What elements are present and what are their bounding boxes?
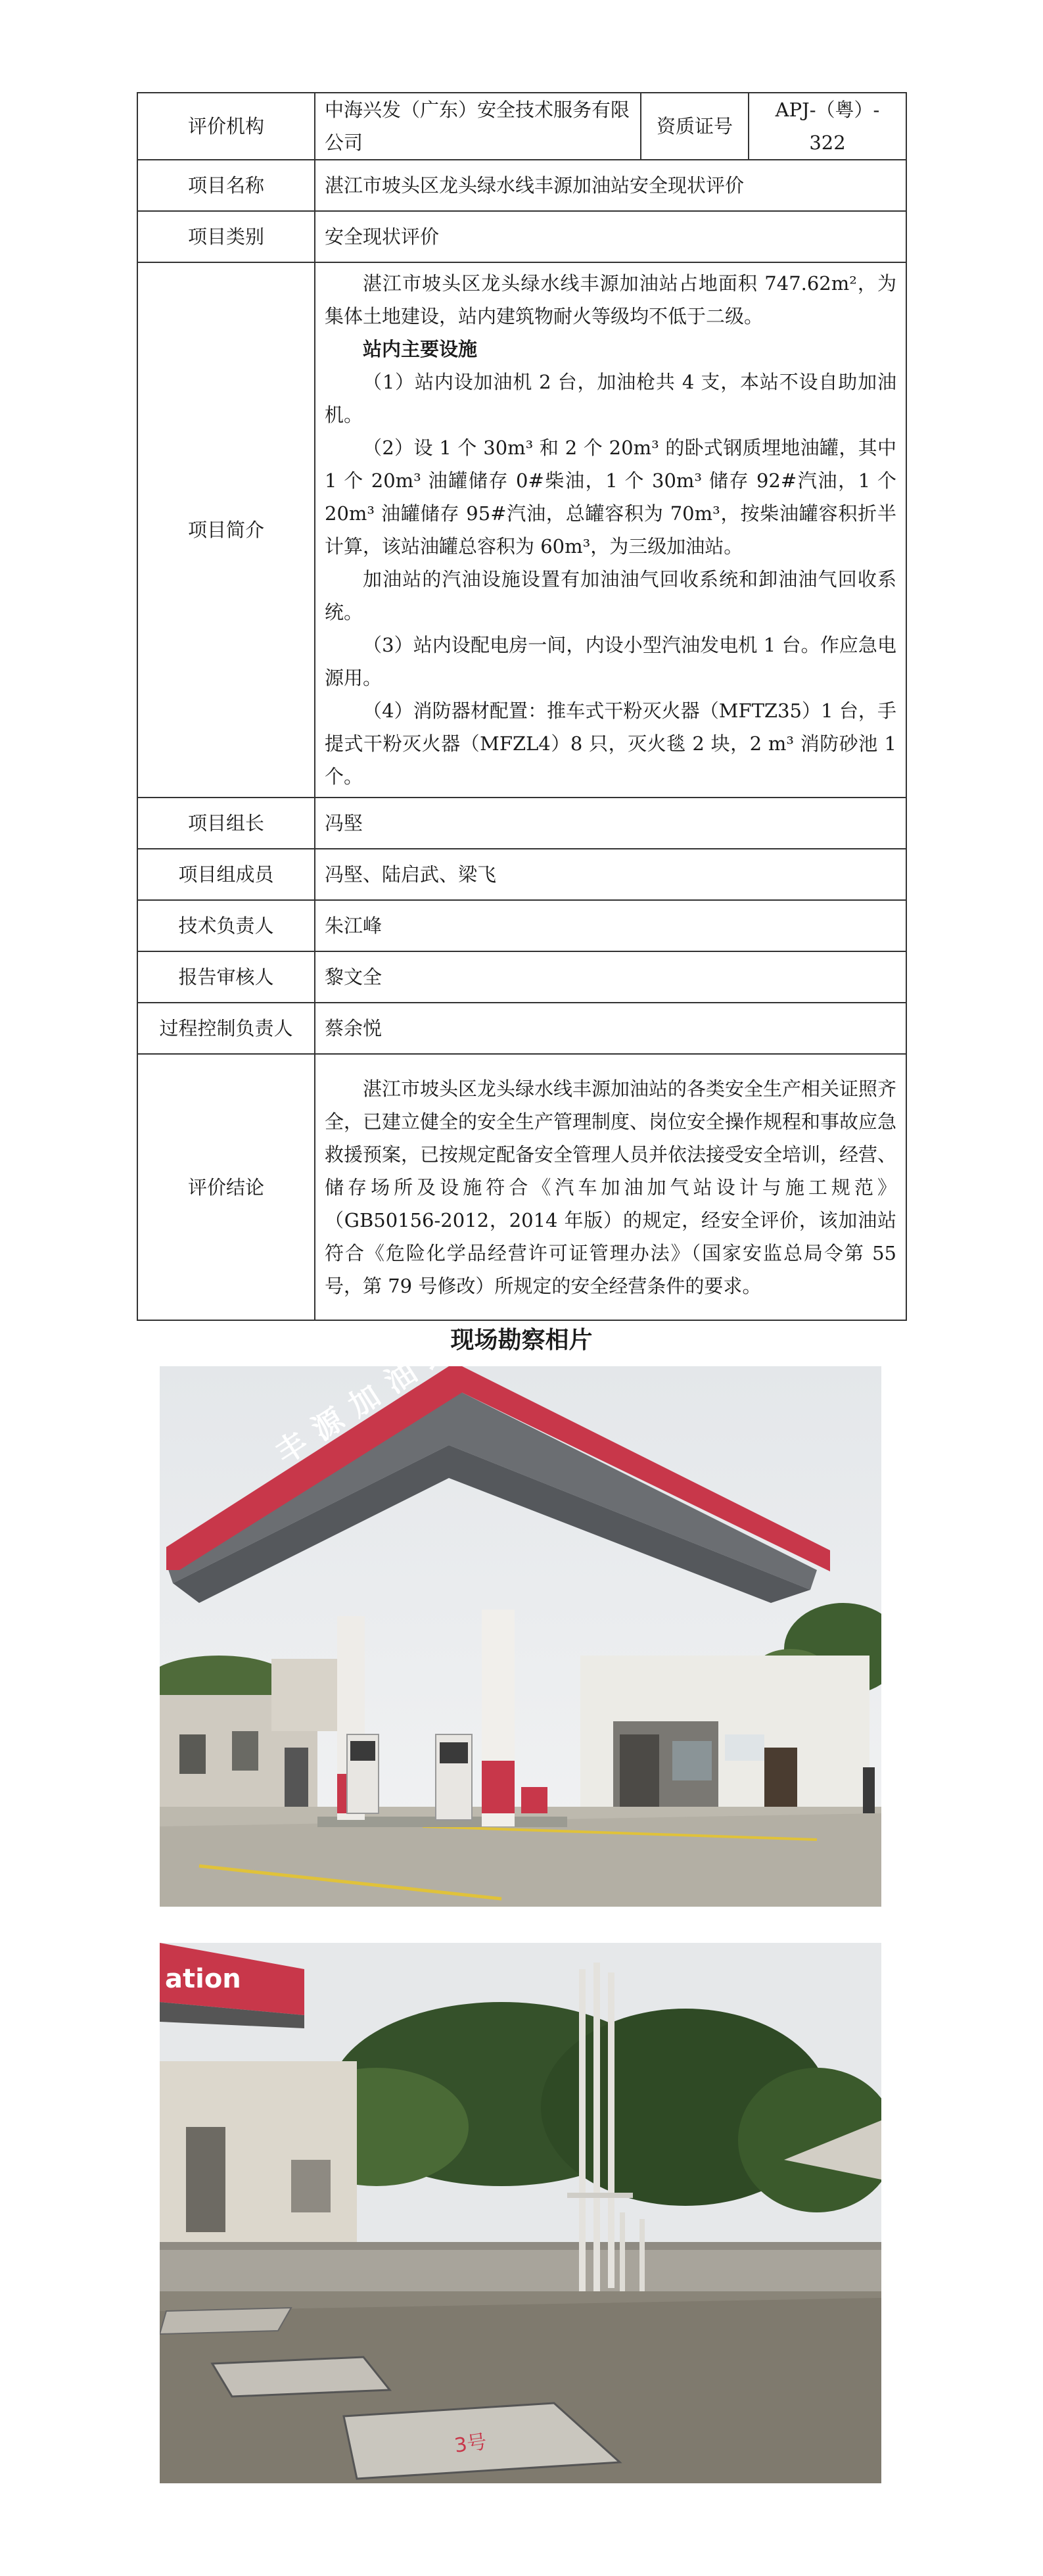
intro-facility-1: （1）站内设加油机 2 台，加油枪共 4 支，本站不设自助加油机。: [325, 371, 896, 426]
project-type-value: 安全现状评价: [315, 211, 906, 262]
tech-lead-label: 技术负责人: [137, 900, 315, 951]
conclusion-value: [315, 1054, 906, 1320]
project-name-value: 湛江市坡头区龙头绿水线丰源加油站安全现状评价: [315, 160, 906, 211]
row-reviewer: [137, 951, 906, 1003]
row-conclusion: [137, 1054, 906, 1320]
intro-facility-2: （2）设 1 个 30m³ 和 2 个 20m³ 的卧式钢质埋地油罐，其中 1 个 20m³ 油罐储存 0#柴油，1 个 30m³ 储存 92#汽油，1 个 20m³ 油罐储存 95#汽油，总罐容积为 70m³，按柴油罐容积折半计算，该站油罐总容积为 60m³，为三级加油站。: [325, 437, 896, 558]
row-leader: [137, 798, 906, 849]
tech-lead-value: 朱江峰: [315, 900, 906, 951]
project-name-label: 项目名称: [137, 160, 315, 211]
evaluation-info-table: [137, 92, 907, 1321]
row-process-control: [137, 1003, 906, 1054]
intro-vapor-recovery: 加油站的汽油设施设置有加油油气回收系统和卸油油气回收系统。: [325, 568, 896, 623]
conclusion-text: 湛江市坡头区龙头绿水线丰源加油站的各类安全生产相关证照齐全，已建立健全的安全生产管理制度、岗位安全操作规程和事故应急救援预案，已按规定配备安全管理人员并依法接受安全培训，经营、储存场所及设施符合《汽车加油加气站设计与施工规范》（GB50156-2012，2014 年版）的规定，经安全评价，该加油站符合《危险化学品经营许可证管理办法》（国家安监总局令第 55 号，第 79 号修改）所规定的安全经营条件的要求。: [325, 1077, 897, 1297]
intro-facility-4: （4）消防器材配置：推车式干粉灭火器（MFTZ35）1 台，手提式干粉灭火器（MFZL4）8 只，灭火毯 2 块，2 m³ 消防砂池 1 个。: [325, 700, 896, 788]
row-members: [137, 849, 906, 900]
process-control-value: 蔡余悦: [315, 1003, 906, 1054]
tank-area-illustration: [160, 1943, 881, 2483]
manhole-marking: 3号: [453, 2430, 488, 2458]
reviewer-label: 报告审核人: [137, 951, 315, 1003]
row-project-intro: [137, 262, 906, 798]
leader-value: 冯堅: [315, 798, 906, 849]
intro-subheading: 站内主要设施: [363, 338, 478, 360]
org-value: 中海兴发（广东）安全技术服务有限公司: [315, 93, 641, 160]
project-intro-label: 项目简介: [137, 262, 315, 798]
members-label: 项目组成员: [137, 849, 315, 900]
project-intro-content: [315, 262, 906, 798]
leader-label: 项目组长: [137, 798, 315, 849]
photos-section-title: 现场勘察相片: [450, 1327, 593, 1354]
qual-value: APJ-（粤）- 322: [749, 93, 906, 160]
intro-paragraph: 湛江市坡头区龙头绿水线丰源加油站占地面积 747.62m²，为集体土地建设，站内建筑物耐火等级均不低于二级。: [325, 272, 896, 327]
org-label: 评价机构: [137, 93, 315, 160]
intro-facility-3: （3）站内设配电房一间，内设小型汽油发电机 1 台。作应急电源用。: [325, 634, 896, 689]
site-photo-station-canopy: [160, 1366, 881, 1907]
station-canopy-illustration: [160, 1366, 881, 1907]
row-project-type: [137, 211, 906, 262]
row-project-name: [137, 160, 906, 211]
row-tech-lead: [137, 900, 906, 951]
members-value: 冯堅、陆启武、梁飞: [315, 849, 906, 900]
row-org: [137, 93, 906, 160]
process-control-label: 过程控制负责人: [137, 1003, 315, 1054]
qual-label: 资质证号: [641, 93, 749, 160]
conclusion-label: 评价结论: [137, 1054, 315, 1320]
project-type-label: 项目类别: [137, 211, 315, 262]
reviewer-value: 黎文全: [315, 951, 906, 1003]
canopy-sign-fragment: ation: [165, 1964, 241, 1994]
site-photo-tank-area: [160, 1943, 881, 2483]
